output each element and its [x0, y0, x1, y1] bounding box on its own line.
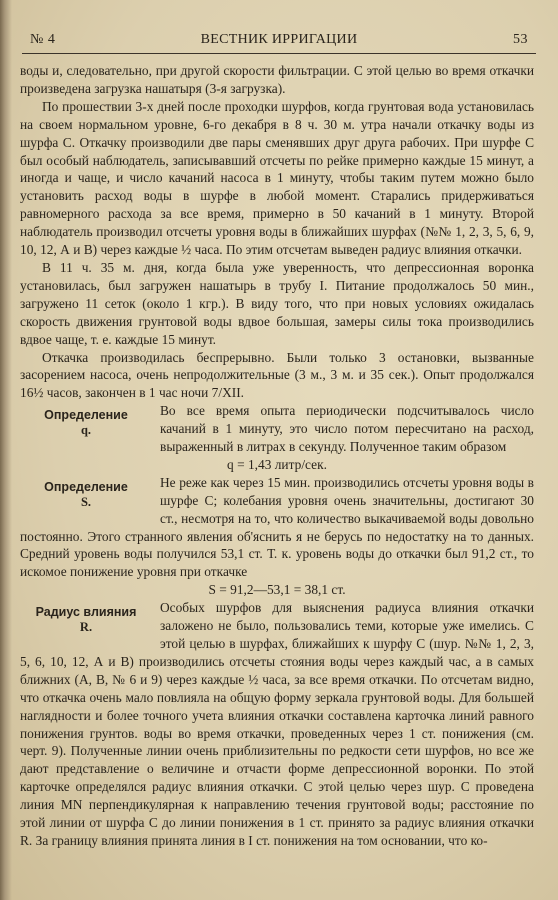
- issue-number: № 4: [30, 32, 56, 47]
- margin-heading-symbol: S.: [80, 494, 92, 509]
- article-body: [20, 62, 534, 850]
- paragraph: Не реже как через 15 мин. производились отсчеты уровня воды в шурфе С; колебания уровня очень значительны, достигают 30 ст., несмотря на то, что количество выкачиваемой воды довольно постоянно. Этого странного явления об'яснить я не берусь по недостатку на то данных. Средний уровень воды получился 53,1 ст. Т. к. уровень воды до откачки был 91,2 ст., то искомое понижение уровня при откачке: [20, 474, 534, 580]
- paragraph: Откачка производилась беспрерывно. Были только 3 остановки, вызванные засорением насоса, очень непродолжительные (3 м., 3 м. и 35 сек.). Опыт продолжался 16½ часов, закончен в 1 час ночи 7/XII.: [20, 349, 534, 401]
- page-number: 53: [513, 32, 528, 47]
- paragraph: Особых шурфов для выяснения радиуса влияния откачки заложено не было, пользовались теми, которые уже имелись. С этой целью в шурфах, ближайших к шурфу С (шур. №№ 1, 2, 3, 5, 6, 10, 12, А и В) производились отсчеты стояния воды через каждый час, а в самых ближних (А, В, № 6 и 9) через каждые ½ часа, за все время откачки. По отсчетам видно, что откачка очень мало повлияла на общую форму зеркала грунтовой воды. Для большей наглядности и более точного учета влияния откачки составлена карточка линий равного понижения грунтов. воды во время откачки, проведенных через 1 ст. понижения (см. черт. 9). Полученные линии очень приблизительны по редкости сети шурфов, но все же дают представление о величине и отчасти форме депрессионной воронки. По этой карточке определялся радиус влияния откачки. С этой целью через шур. С проведена линия MN перпендикулярная к направлению течения грунтовой воды; расстояние по этой линии от шурфа С до линии понижения в 1 ст. принято за радиус влияния откачки R. За границу влияния принята линия в I ст. понижения на том основании, что ко-: [20, 600, 534, 848]
- margin-heading-symbol: q.: [80, 423, 92, 438]
- paragraph: По прошествии 3-х дней после проходки шурфов, когда грунтовая вода установилась на своем нормальном уровне, 6-го декабря в 8 ч. 30 м. утра начали откачку воды из шурфа С. Откачку производили две пары сменявших друг друга рабочих. При шурфе С был особый наблюдатель, записывавший отсчеты по рейке примерно каждые 15 минут, а иногда и чаще, и число качаний насоса в 1 минуту, чтобы таким путем можно было установить расход воды в шурфе в любой момент. Старались придерживаться равномерного расхода за все время, примерно в 50 качаний в 1 минуту. Второй наблюдатель производил отсчеты уровня воды в ближайших шурфах (№№ 1, 2, 3, 5, 6, 9, 10, 12, А и В) через каждые ½ часа. По этим отсчетам выведен радиус влияния откачки.: [20, 98, 534, 258]
- margin-heading-label: Определение: [44, 408, 128, 423]
- journal-title: ВЕСТНИК ИРРИГАЦИИ: [200, 32, 358, 47]
- formula-q: q = 1,43 литр/сек.: [227, 456, 327, 472]
- formula-s: S = 91,2—53,1 = 38,1 ст.: [208, 582, 346, 598]
- header-rule: [22, 53, 536, 54]
- margin-heading-symbol: R.: [79, 620, 93, 635]
- margin-heading-r: [20, 599, 152, 635]
- paragraph: В 11 ч. 35 м. дня, когда была уже уверенность, что депрессионная воронка установилась, был загружен нашатырь в трубу I. Питание продолжалось 50 мин., загружено 11 сеток (около 1 кгр.). В виду того, что при новых условиях ожидалась скорость движения грунтовой воды вдвое большая, замеры силы тока производились вдвое чаще, т. е. каждые 15 минут.: [20, 259, 534, 347]
- margin-heading-s: [20, 474, 152, 510]
- running-header: [22, 32, 536, 52]
- paragraph: воды и, следовательно, при другой скорости фильтрации. С этой целью во время откачки произведена загрузка нашатыря (3-я загрузка).: [20, 63, 534, 96]
- margin-heading-label: Радиус влияния: [35, 605, 137, 620]
- margin-heading-q: [20, 402, 152, 438]
- paragraph: Во все время опыта периодически подсчитывалось число качаний в 1 минуту, это число потом пересчитано на расход, выраженный в литрах в секунду. Полученное таким образом: [160, 403, 534, 455]
- margin-heading-label: Определение: [44, 479, 128, 494]
- binding-shadow: [0, 0, 12, 900]
